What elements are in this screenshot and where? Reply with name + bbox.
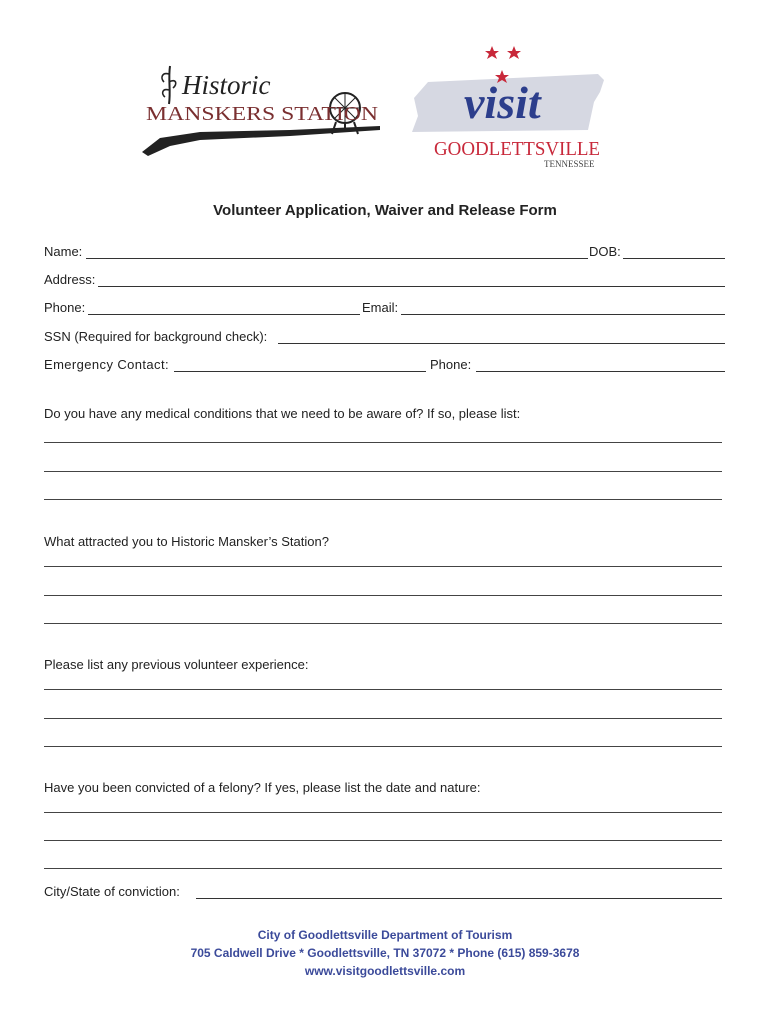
- attracted-answer-line[interactable]: [44, 566, 722, 567]
- visit-city: GOODLETTSVILLE: [434, 138, 600, 160]
- medical-answer-line[interactable]: [44, 499, 722, 500]
- felony-answer-line[interactable]: [44, 812, 722, 813]
- mansker-logo-graphic: [140, 60, 390, 160]
- footer-department: City of Goodlettsville Department of Tourism: [257, 928, 513, 942]
- visit-state: TENNESSEE: [544, 159, 595, 169]
- address-label: Address:: [44, 272, 96, 287]
- email-label: Email:: [362, 300, 399, 315]
- phone-field[interactable]: [88, 314, 360, 315]
- mansker-line1: Historic: [182, 70, 271, 100]
- attracted-question: What attracted you to Historic Mansker’s Station?: [44, 534, 329, 549]
- dob-label: DOB:: [589, 244, 621, 259]
- experience-question: Please list any previous volunteer experience:: [44, 657, 309, 672]
- emergency-contact-label: Emergency Contact:: [44, 357, 169, 372]
- medical-answer-line[interactable]: [44, 442, 722, 443]
- address-field[interactable]: [98, 286, 725, 287]
- name-field[interactable]: [86, 258, 588, 259]
- footer-website-link[interactable]: www.visitgoodlettsville.com: [304, 964, 466, 978]
- dob-field[interactable]: [623, 258, 725, 259]
- visit-logo-graphic: [408, 40, 608, 175]
- mansker-line2: MANSKERS STATION: [146, 103, 378, 125]
- name-label: Name:: [44, 244, 83, 259]
- visit-goodlettsville-logo: [408, 40, 608, 175]
- experience-answer-line[interactable]: [44, 689, 722, 690]
- felony-answer-line[interactable]: [44, 840, 722, 841]
- medical-question: Do you have any medical conditions that we need to be aware of? If so, please list:: [44, 406, 521, 421]
- email-field[interactable]: [401, 314, 725, 315]
- emergency-contact-field[interactable]: [174, 371, 426, 372]
- footer-address: 705 Caldwell Drive * Goodlettsville, TN 37072 * Phone (615) 859-3678: [190, 946, 580, 960]
- mansker-logo: [140, 60, 390, 160]
- form-title: Volunteer Application, Waiver and Release Form: [213, 202, 557, 219]
- emergency-phone-field[interactable]: [476, 371, 725, 372]
- city-state-field[interactable]: [196, 898, 722, 899]
- felony-question: Have you been convicted of a felony? If yes, please list the date and nature:: [44, 780, 481, 795]
- phone-label: Phone:: [44, 300, 86, 315]
- experience-answer-line[interactable]: [44, 746, 722, 747]
- visit-word: visit: [464, 77, 541, 128]
- city-state-label: City/State of conviction:: [44, 884, 180, 899]
- ssn-label: SSN (Required for background check):: [44, 329, 268, 344]
- felony-answer-line[interactable]: [44, 868, 722, 869]
- emergency-phone-label: Phone:: [430, 357, 472, 372]
- ssn-field[interactable]: [278, 343, 725, 344]
- attracted-answer-line[interactable]: [44, 595, 722, 596]
- experience-answer-line[interactable]: [44, 718, 722, 719]
- medical-answer-line[interactable]: [44, 471, 722, 472]
- attracted-answer-line[interactable]: [44, 623, 722, 624]
